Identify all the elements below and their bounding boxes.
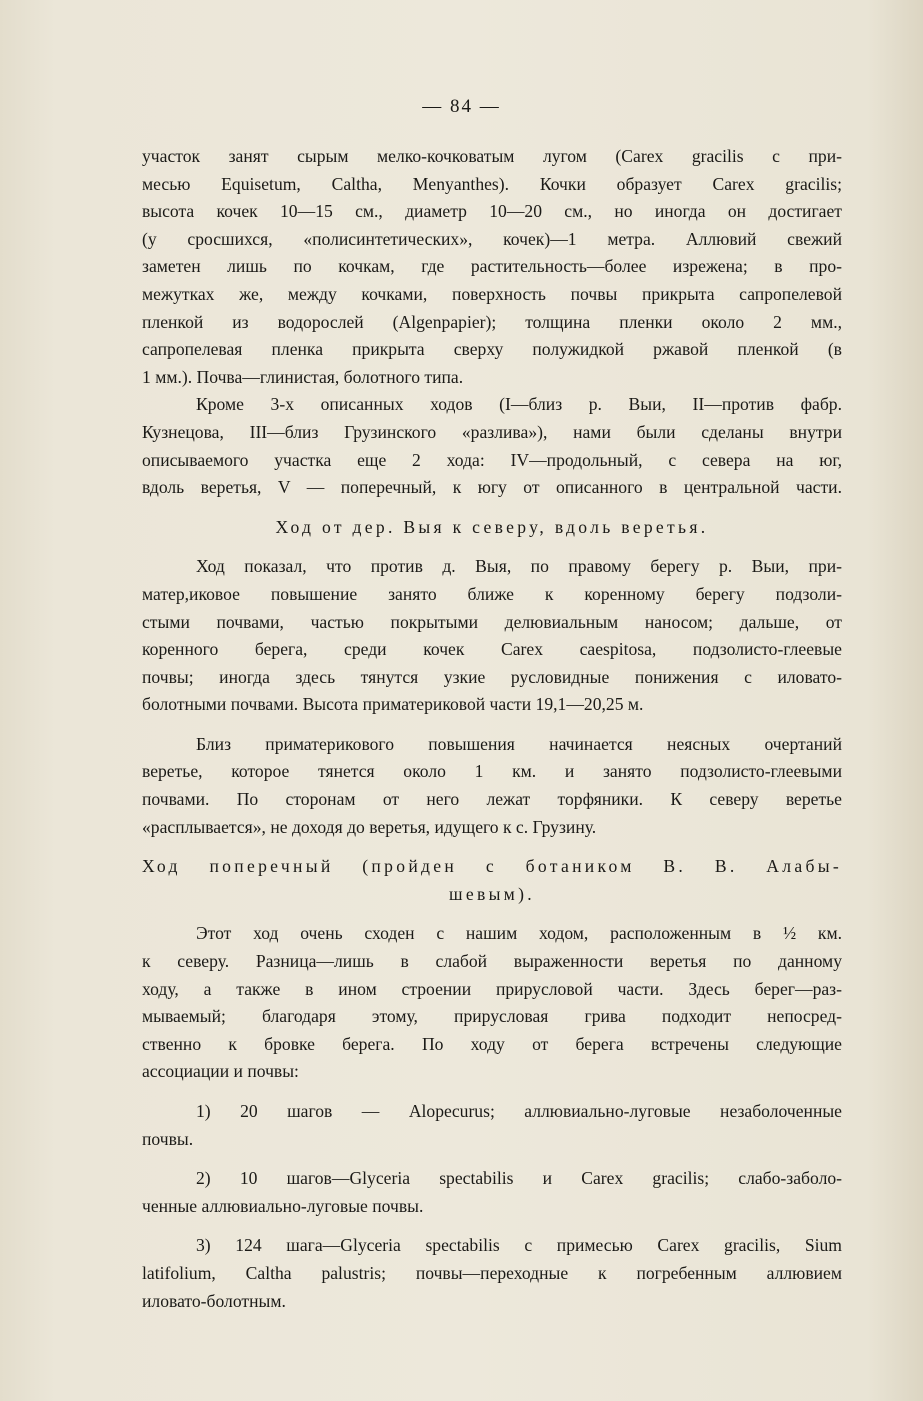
paragraph [142, 731, 842, 841]
text-line: ственно к бровке берега. По ходу от берега встречены следующие [142, 1033, 842, 1054]
text-line: высота кочек 10—15 см., диаметр 10—20 см., но иногда он достигает [142, 201, 842, 222]
text-line: Кузнецова, III—близ Грузинского «разлива»), нами были сделаны внутри [142, 421, 842, 442]
text-line: к северу. Разница—лишь в слабой выраженности веретья по данному [142, 951, 842, 972]
text-line: 1) 20 шагов — Alopecurus; аллювиально-луговые незаболоченные [196, 1101, 842, 1121]
heading-line: шевым). [449, 883, 535, 904]
text-line: иловато-болотным. [142, 1290, 286, 1311]
paragraph [142, 553, 842, 719]
text-line: 2) 10 шагов—Glyceria spectabilis и Carex gracilis; слабо-заболо- [196, 1168, 842, 1189]
text-line: вдоль веретья, V — поперечный, к югу от описанного в центральной части. [142, 477, 842, 498]
text-line: веретье, которое тянется около 1 км. и занято подзолисто-глеевыми [142, 761, 842, 782]
text-line: ассоциации и почвы: [142, 1061, 299, 1082]
text-line: коренного берега, среди кочек Carex caespitosa, подзолисто-глеевые [142, 639, 842, 660]
body-text [142, 143, 842, 1315]
page-number: — 84 — [422, 96, 501, 117]
text-line: заметен лишь по кочкам, где растительность—более изрежена; в про- [142, 256, 842, 277]
text-line: ходу, а также в ином строении прирусловой части. Здесь берег—раз- [142, 978, 842, 999]
paragraph [142, 391, 842, 501]
text-line: 3) 124 шага—Glyceria spectabilis с примесью Carex gracilis, Sium [196, 1235, 842, 1256]
section-heading [142, 853, 842, 908]
text-line: Этот ход очень сходен с нашим ходом, расположенным в ½ км. [196, 923, 842, 944]
heading-line: Ход поперечный (пройден с ботаником В. В. Алабы- [142, 856, 842, 877]
text-line: мываемый; благодаря этому, прирусловая грива подходит непосред- [142, 1006, 842, 1027]
text-line: latifolium, Caltha palustris; почвы—переходные к погребенным аллювием [142, 1262, 842, 1283]
text-line: ченные аллювиально-луговые почвы. [142, 1195, 424, 1216]
text-line: матер,иковое повышение занято ближе к коренному берегу подзоли- [142, 583, 842, 604]
text-line: участок занят сырым мелко-кочковатым лугом (Carex gracilis с при- [142, 146, 842, 166]
text-line: 1 мм.). Почва—глинистая, болотного типа. [142, 366, 464, 387]
text-line: пленкой из водорослей (Algenpapier); толщина пленки около 2 мм., [142, 311, 842, 332]
text-line: Кроме 3-х описанных ходов (I—близ р. Выи, II—против фабр. [196, 394, 842, 415]
text-line: межутках же, между кочками, поверхность почвы прикрыта сапропелевой [142, 283, 842, 304]
text-line: месью Equisetum, Caltha, Menyanthes). Кочки образует Carex gracilis; [142, 173, 842, 194]
text-line: почвами. По сторонам от него лежат торфяники. К северу веретье [142, 789, 842, 810]
list-item [142, 1098, 842, 1153]
text-line: «расплывается», не доходя до веретья, идущего к с. Грузину. [142, 816, 597, 837]
text-line: (у сросшихся, «полисинтетических», кочек)—1 метра. Аллювий свежий [142, 228, 842, 249]
text-line: Ход показал, что против д. Выя, по правому берегу р. Выи, при- [196, 556, 842, 577]
text-line: болотными почвами. Высота приматериковой части 19,1—20,25 м. [142, 694, 644, 715]
text-line: сапропелевая пленка прикрыта сверху полужидкой ржавой пленкой (в [142, 339, 842, 360]
list-item [142, 1232, 842, 1315]
list-item [142, 1165, 842, 1220]
text-line: стыми почвами, частью покрытыми делювиальным наносом; дальше, от [142, 611, 842, 632]
text-line: Близ приматерикового повышения начинается неясных очертаний [196, 733, 842, 754]
section-heading: Ход от дер. Выя к северу, вдоль веретья. [275, 516, 709, 537]
text-line: почвы; иногда здесь тянутся узкие русловидные понижения с иловато- [142, 666, 842, 687]
text-line: описываемого участка еще 2 хода: IV—продольный, с севера на юг, [142, 449, 842, 470]
paragraph [142, 920, 842, 1086]
paragraph [142, 143, 842, 391]
text-line: почвы. [142, 1128, 194, 1149]
